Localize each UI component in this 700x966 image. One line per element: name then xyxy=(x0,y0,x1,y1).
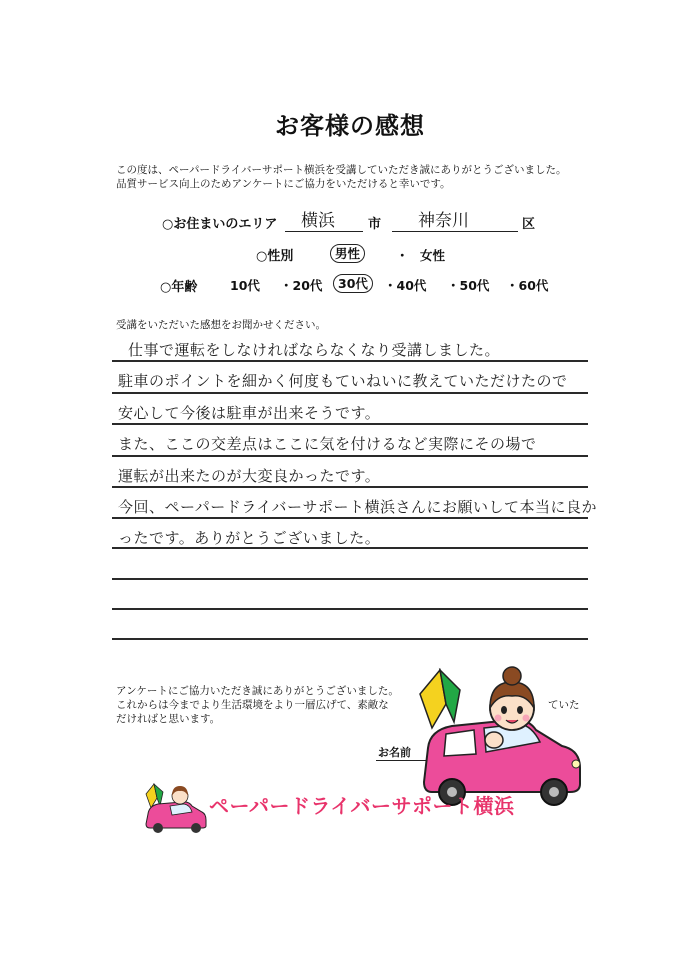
page-title: お客様の感想 xyxy=(275,112,425,140)
intro-line-1: この度は、ペーパードライバーサポート横浜を受講していただき誠にありがとうございました。 xyxy=(116,164,567,176)
brand-name: ペーパードライバーサポート横浜 xyxy=(209,794,515,818)
age-option-60[interactable]: ・60代 xyxy=(506,278,549,293)
ward-field[interactable] xyxy=(392,206,518,232)
name-label: お名前 xyxy=(378,746,411,759)
comment-line-4: また、ここの交差点はここに気を付けるなど実際にその場で xyxy=(118,435,537,453)
ruled-line xyxy=(112,360,588,362)
intro-line-2: 品質サービス向上のためアンケートにご協力をいただけると幸いです。 xyxy=(116,178,451,190)
age-option-30[interactable] xyxy=(333,274,373,292)
gender-label: ○性別 xyxy=(256,249,294,264)
gender-male-option[interactable] xyxy=(330,244,365,262)
gender-male-label: 男性 xyxy=(330,244,365,263)
city-field[interactable] xyxy=(285,206,363,232)
ruled-line xyxy=(112,608,588,610)
ward-value: 神奈川 xyxy=(418,211,469,231)
gender-separator: ・ xyxy=(396,248,409,263)
closing-line-2: これからは今までより生活環境をより一層広げて、素敵な xyxy=(116,699,389,711)
age-label: ○年齢 xyxy=(160,280,198,295)
age-option-10[interactable]: 10代 xyxy=(230,278,260,293)
area-label: ○お住まいのエリア xyxy=(162,217,278,232)
closing-line-2-tail: ていた xyxy=(548,699,580,711)
age-option-20[interactable]: ・20代 xyxy=(280,278,323,293)
city-suffix: 市 xyxy=(368,217,382,232)
comment-line-7: ったです。ありがとうございました。 xyxy=(118,529,381,547)
ruled-line xyxy=(112,423,588,425)
comment-line-3: 安心して今後は駐車が出来そうです。 xyxy=(118,404,381,422)
gender-female-option[interactable]: 女性 xyxy=(420,248,446,263)
ruled-line xyxy=(112,547,588,549)
comment-line-2: 駐車のポイントを細かく何度もていねいに教えていただけたので xyxy=(118,372,568,390)
comment-line-5: 運転が出来たのが大変良かったです。 xyxy=(118,467,381,485)
ruled-line xyxy=(112,455,588,457)
ruled-line xyxy=(112,578,588,580)
comments-prompt: 受講をいただいた感想をお聞かせください。 xyxy=(116,319,326,331)
age-option-30-label: 30代 xyxy=(333,274,373,293)
closing-line-1: アンケートにご協力いただき誠にありがとうございました。 xyxy=(116,685,399,697)
age-option-50[interactable]: ・50代 xyxy=(447,278,490,293)
age-option-40[interactable]: ・40代 xyxy=(384,278,427,293)
comment-line-1: 仕事で運転をしなければならなくなり受講しました。 xyxy=(128,341,501,359)
beginner-mark-icon xyxy=(420,670,460,728)
ruled-line xyxy=(112,517,588,519)
closing-line-3: だければと思います。 xyxy=(116,713,221,725)
mascot-car-illustration xyxy=(412,664,590,806)
ward-suffix: 区 xyxy=(522,217,536,232)
brand-logo-icon xyxy=(142,780,208,834)
ruled-line xyxy=(112,638,588,640)
comment-line-6: 今回、ペーパードライバーサポート横浜さんにお願いして本当に良か xyxy=(118,498,598,516)
ruled-line xyxy=(112,392,588,394)
ruled-line xyxy=(112,486,588,488)
city-value: 横浜 xyxy=(301,211,335,231)
